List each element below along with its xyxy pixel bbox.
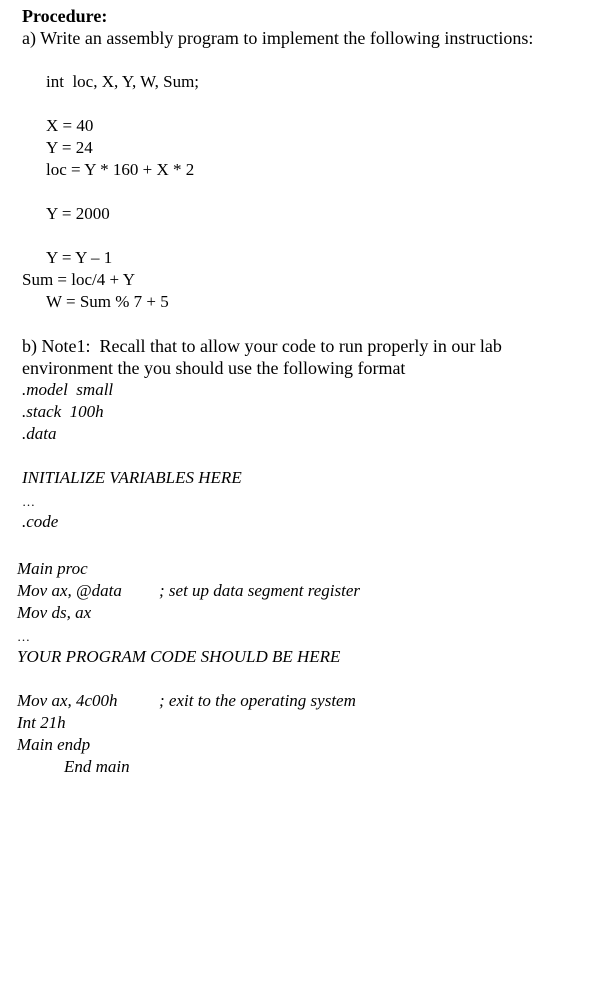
statement-x-assign: X = 40 xyxy=(46,116,94,135)
data-directive: .data xyxy=(22,424,57,443)
stack-directive: .stack 100h xyxy=(22,402,104,421)
int-21h-line: Int 21h xyxy=(17,713,66,732)
model-directive: .model small xyxy=(22,380,114,399)
variable-declaration: int loc, X, Y, W, Sum; xyxy=(46,72,200,91)
main-proc-line: Main proc xyxy=(17,559,88,578)
data-segment-comment: ; set up data segment register xyxy=(159,581,360,600)
part-b-note-line1: b) Note1: Recall that to allow your code to run properly in our lab xyxy=(22,336,502,356)
part-b-note-line2: environment the you should use the following format xyxy=(22,358,406,378)
mov-ds-ax-line: Mov ds, ax xyxy=(17,603,92,622)
program-code-placeholder-text: YOUR PROGRAM CODE SHOULD BE HERE xyxy=(17,647,341,666)
mov-ax-exit-line: Mov ax, 4c00h xyxy=(17,691,118,710)
statement-y-2000: Y = 2000 xyxy=(46,204,110,223)
procedure-heading: Procedure: xyxy=(22,6,108,26)
statement-sum-assign: Sum = loc/4 + Y xyxy=(22,270,135,289)
exit-comment: ; exit to the operating system xyxy=(159,691,356,710)
statement-loc-assign: loc = Y * 160 + X * 2 xyxy=(46,160,195,179)
statement-y-assign: Y = 24 xyxy=(46,138,93,157)
ellipsis-after-mov-ds: … xyxy=(17,629,31,644)
statement-y-decrement: Y = Y – 1 xyxy=(46,248,113,267)
statement-w-assign: W = Sum % 7 + 5 xyxy=(46,292,169,311)
mov-ax-data-line: Mov ax, @data xyxy=(17,581,122,600)
code-directive: .code xyxy=(22,512,59,531)
ellipsis-after-initialize: … xyxy=(22,494,36,509)
initialize-variables-text: INITIALIZE VARIABLES HERE xyxy=(22,468,242,487)
main-endp-line: Main endp xyxy=(17,735,91,754)
end-main-line: End main xyxy=(64,757,130,776)
part-a-intro: a) Write an assembly program to implement the following instructions: xyxy=(22,28,534,48)
